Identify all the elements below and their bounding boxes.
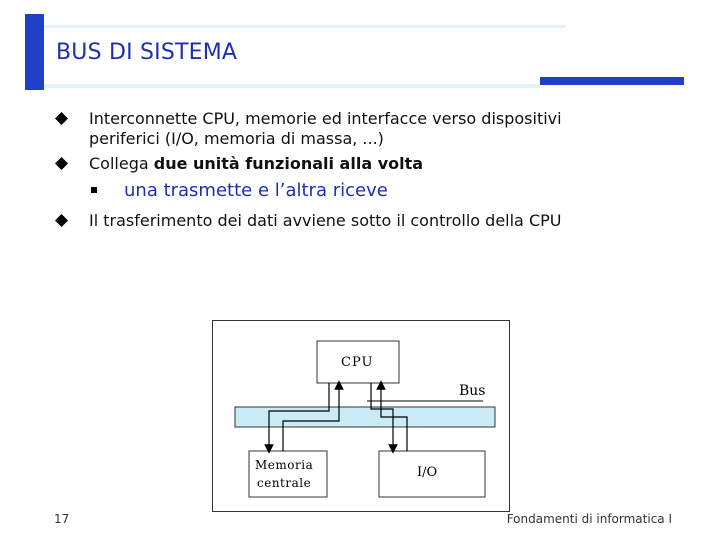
memory-label-line-2: centrale xyxy=(257,476,312,490)
bus-diagram xyxy=(212,320,510,512)
footer-text: Fondamenti di informatica I xyxy=(506,512,672,526)
bullet-1-line-2: periferici (I/O, memoria di massa, ...) xyxy=(89,129,384,148)
bullet-2-prefix: Collega xyxy=(89,154,154,173)
bullet-1-line-1: Interconnette CPU, memorie ed interfacce verso dispositivi xyxy=(89,109,562,128)
io-label: I/O xyxy=(417,465,438,480)
title-underline-accent xyxy=(540,77,684,85)
title-accent-bar xyxy=(25,14,44,90)
bullet-3: Il trasferimento dei dati avviene sotto il controllo della CPU xyxy=(89,211,562,230)
title-underline xyxy=(44,84,540,88)
bullet-2 xyxy=(89,154,423,174)
page-number: 17 xyxy=(54,512,70,526)
diamond-bullet-icon xyxy=(55,112,68,125)
bus-diagram-svg xyxy=(213,321,509,511)
cpu-label: CPU xyxy=(341,355,374,370)
memory-label-line-1: Memoria xyxy=(255,458,314,472)
bus-band xyxy=(235,407,495,427)
square-bullet-icon xyxy=(91,187,97,193)
bullet-2-bold: due unità funzionali alla volta xyxy=(153,154,424,173)
bus-label: Bus xyxy=(459,383,486,399)
diamond-bullet-icon xyxy=(55,214,68,227)
diamond-bullet-icon xyxy=(55,157,68,170)
slide-title: BUS DI SISTEMA xyxy=(56,40,238,65)
sub-bullet-text: una trasmette e l’altra riceve xyxy=(124,180,388,201)
top-divider xyxy=(44,25,566,28)
